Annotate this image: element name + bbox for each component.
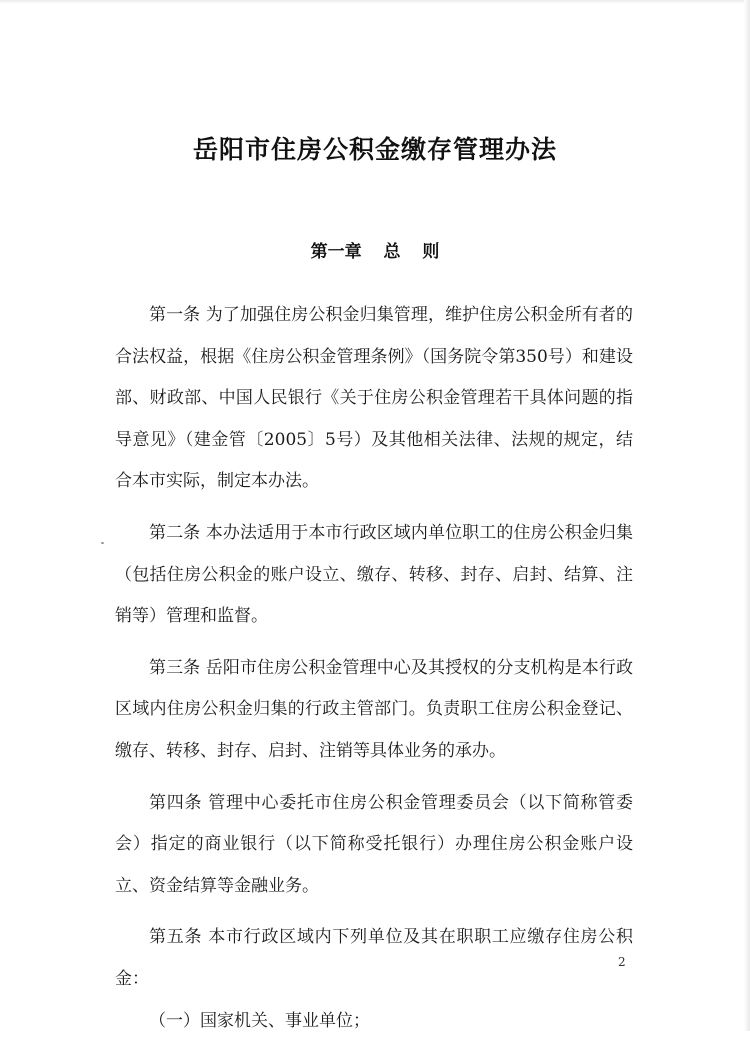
article-1: 第一条 为了加强住房公积金归集管理，维护住房公积金所有者的合法权益，根据《住房公积金管理条例》（国务院令第350号）和建设部、财政部、中国人民银行《关于住房公积金管理若干具体问题的指导意见》（建金管〔2005〕5号）及其他相关法律、法规的规定，结合本市实际，制定本办法。 [115, 295, 633, 503]
article-3: 第三条 岳阳市住房公积金管理中心及其授权的分支机构是本行政区域内住房公积金归集的行政主管部门。负责职工住房公积金登记、缴存、转移、封存、启封、注销等具体业务的承办。 [115, 648, 633, 773]
scan-top-edge [0, 0, 750, 4]
document-title: 岳阳市住房公积金缴存管理办法 [0, 130, 750, 166]
page-number: 2 [618, 955, 626, 969]
scan-speck [101, 542, 104, 544]
article-4: 第四条 管理中心委托市住房公积金管理委员会（以下简称管委会）指定的商业银行（以下简称受托银行）办理住房公积金账户设立、资金结算等金融业务。 [115, 783, 633, 908]
document-body [115, 295, 633, 1042]
article-2: 第二条 本办法适用于本市行政区域内单位职工的住房公积金归集（包括住房公积金的账户设立、缴存、转移、封存、启封、结算、注销等）管理和监督。 [115, 513, 633, 638]
article-5-item-1: （一）国家机关、事业单位； [115, 1001, 633, 1042]
chapter-heading: 第一章 总 则 [0, 237, 750, 262]
article-5: 第五条 本市行政区域内下列单位及其在职职工应缴存住房公积金： [115, 917, 633, 1000]
